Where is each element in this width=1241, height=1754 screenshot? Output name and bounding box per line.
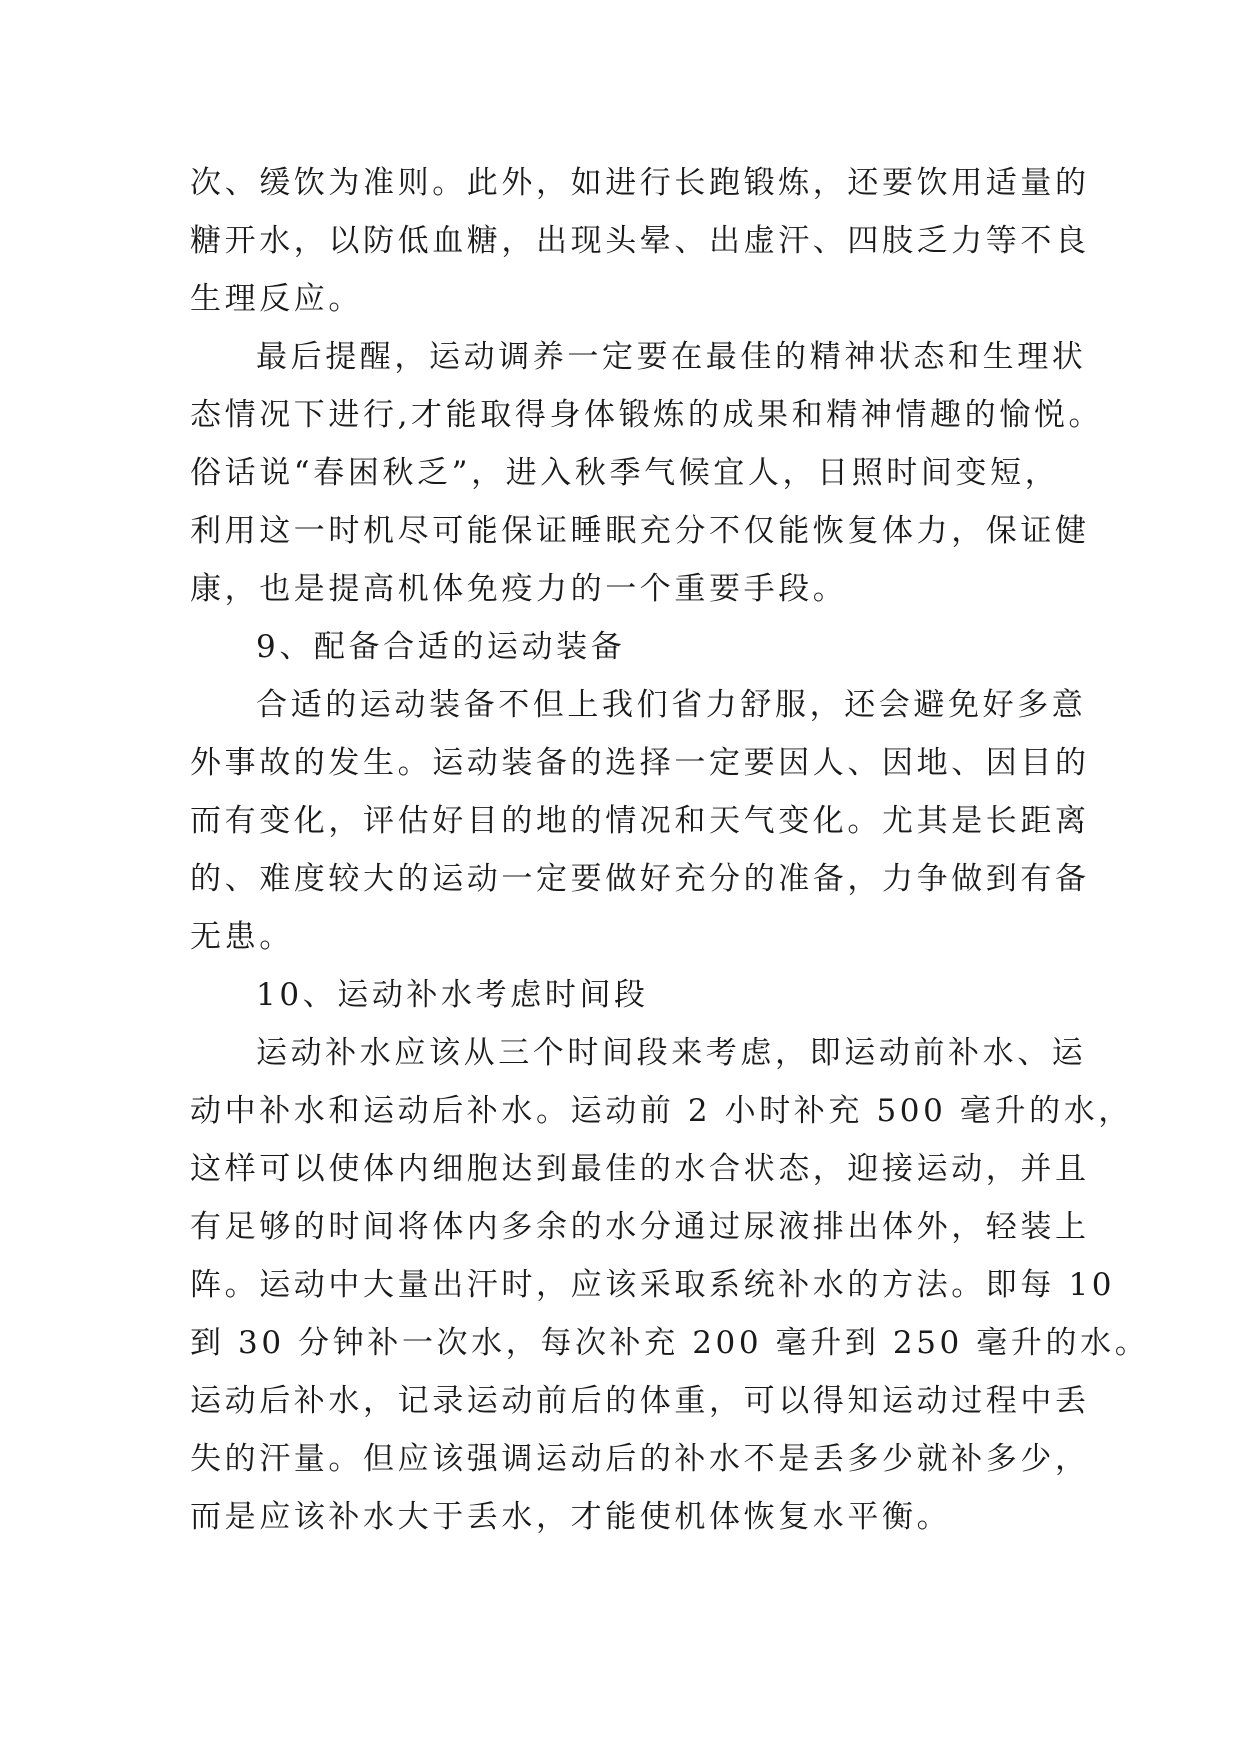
text-line: 无患。 bbox=[190, 919, 294, 955]
text-line: 动中补水和运动后补水。运动前 2 小时补充 500 毫升的水， bbox=[190, 1093, 1133, 1129]
paragraph-first-line: 运动补水应该从三个时间段来考虑，即运动前补水、运 bbox=[256, 1035, 1087, 1071]
section-heading: 10、运动补水考虑时间段 bbox=[256, 977, 649, 1013]
text-line: 次、缓饮为准则。此外，如进行长跑锻炼，还要饮用适量的 bbox=[190, 165, 1090, 201]
text-line: 阵。运动中大量出汗时，应该采取系统补水的方法。即每 10 bbox=[190, 1267, 1116, 1303]
text-line: 而是应该补水大于丢水，才能使机体恢复水平衡。 bbox=[190, 1499, 952, 1535]
text-line: 利用这一时机尽可能保证睡眠充分不仅能恢复体力，保证健 bbox=[190, 513, 1090, 549]
text-line: 康，也是提高机体免疫力的一个重要手段。 bbox=[190, 571, 848, 607]
text-line: 生理反应。 bbox=[190, 281, 363, 317]
text-line: 运动后补水，记录运动前后的体重，可以得知运动过程中丢 bbox=[190, 1383, 1090, 1419]
text-line: 失的汗量。但应该强调运动后的补水不是丢多少就补多少， bbox=[190, 1441, 1090, 1477]
text-line: 外事故的发生。运动装备的选择一定要因人、因地、因目的 bbox=[190, 745, 1090, 781]
paragraph-first-line: 最后提醒，运动调养一定要在最佳的精神状态和生理状 bbox=[256, 339, 1087, 375]
text-line: 这样可以使体内细胞达到最佳的水合状态，迎接运动，并且 bbox=[190, 1151, 1090, 1187]
paragraph-first-line: 合适的运动装备不但上我们省力舒服，还会避免好多意 bbox=[256, 687, 1087, 723]
text-line: 到 30 分钟补一次水，每次补充 200 毫升到 250 毫升的水。 bbox=[190, 1325, 1150, 1361]
text-line: 有足够的时间将体内多余的水分通过尿液排出体外，轻装上 bbox=[190, 1209, 1090, 1245]
text-line: 的、难度较大的运动一定要做好充分的准备，力争做到有备 bbox=[190, 861, 1090, 897]
text-line: 而有变化，评估好目的地的情况和天气变化。尤其是长距离 bbox=[190, 803, 1090, 839]
text-line: 态情况下进行,才能取得身体锻炼的成果和精神情趣的愉悦。 bbox=[190, 397, 1104, 433]
text-line: 俗话说“春困秋乏”，进入秋季气候宜人，日照时间变短， bbox=[190, 455, 1060, 491]
text-line: 糖开水，以防低血糖，出现头晕、出虚汗、四肢乏力等不良 bbox=[190, 223, 1090, 259]
section-heading: 9、配备合适的运动装备 bbox=[256, 629, 626, 665]
